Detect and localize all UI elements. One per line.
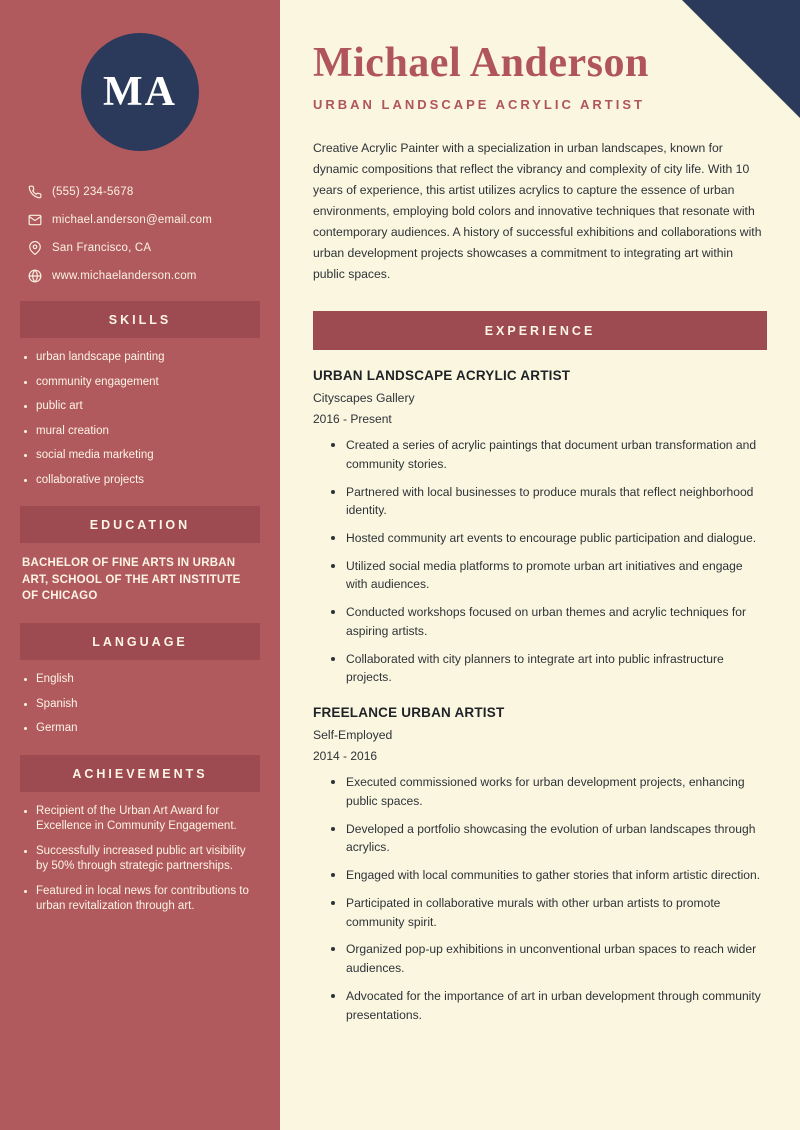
achievements-heading: ACHIEVEMENTS <box>20 755 260 792</box>
list-item: Featured in local news for contributions to urban revitalization through art. <box>22 884 260 915</box>
list-item: Participated in collaborative murals with other urban artists to promote community spirit. <box>331 894 767 931</box>
list-item: Spanish <box>22 697 260 713</box>
list-item: Engaged with local communities to gather stories that inform artistic direction. <box>331 866 767 885</box>
skills-section <box>0 338 280 488</box>
list-item: mural creation <box>22 424 260 440</box>
profile-summary: Creative Acrylic Painter with a specialization in urban landscapes, known for dynamic compositions that reflect the vibrancy and complexity of city life. With 10 years of experience, this artist utilizes acrylics to capture the essence of urban environments, employing bold colors and innovative techniques that resonate with contemporary audiences. A history of successful exhibitions and collaborations with urban development projects showcases a commitment to integrating art within public spaces. <box>313 141 762 282</box>
experience-heading: EXPERIENCE <box>313 311 767 350</box>
job-company: Cityscapes Gallery <box>313 391 415 406</box>
job-company: Self-Employed <box>313 728 393 743</box>
globe-icon <box>24 269 46 283</box>
job-title: FREELANCE URBAN ARTIST <box>313 705 505 721</box>
list-item: Organized pop-up exhibitions in unconventional urban spaces to reach wider audiences. <box>331 940 767 977</box>
job-bullet-list <box>313 773 767 1024</box>
job-title: URBAN LANDSCAPE ACRYLIC ARTIST <box>313 368 571 384</box>
list-item: Created a series of acrylic paintings that document urban transformation and community stories. <box>331 436 767 473</box>
experience-entry <box>313 368 767 687</box>
list-item: urban landscape painting <box>22 350 260 366</box>
contact-email[interactable] <box>24 213 258 227</box>
list-item: Recipient of the Urban Art Award for Excellence in Community Engagement. <box>22 804 260 835</box>
page-title: Michael Anderson <box>313 40 649 86</box>
contact-location[interactable] <box>24 241 258 255</box>
contact-location-text: San Francisco, CA <box>52 242 152 254</box>
contact-list <box>0 185 280 283</box>
language-section <box>0 660 280 737</box>
phone-icon <box>24 185 46 199</box>
contact-phone-text: (555) 234-5678 <box>52 186 134 198</box>
job-dates: 2014 - 2016 <box>313 749 378 764</box>
list-item: Partnered with local businesses to produce murals that reflect neighborhood identity. <box>331 483 767 520</box>
job-subtitle: URBAN LANDSCAPE ACRYLIC ARTIST <box>313 97 645 113</box>
contact-website[interactable] <box>24 269 258 283</box>
achievements-list <box>22 804 260 915</box>
list-item: Successfully increased public art visibility by 50% through strategic partnerships. <box>22 844 260 875</box>
main-content <box>280 0 800 1130</box>
list-item: Advocated for the importance of art in urban development through community presentations. <box>331 987 767 1024</box>
list-item: Collaborated with city planners to integrate art into public infrastructure projects. <box>331 650 767 687</box>
list-item: Conducted workshops focused on urban themes and acrylic techniques for aspiring artists. <box>331 603 767 640</box>
list-item: public art <box>22 399 260 415</box>
list-item: community engagement <box>22 375 260 391</box>
list-item: English <box>22 672 260 688</box>
job-bullet-list <box>313 436 767 687</box>
achievements-section <box>0 792 280 915</box>
language-list <box>22 672 260 737</box>
skills-list <box>22 350 260 488</box>
avatar: MA <box>81 33 199 151</box>
list-item: Utilized social media platforms to promote urban art initiatives and engage with audiences. <box>331 557 767 594</box>
language-heading: LANGUAGE <box>20 623 260 660</box>
contact-email-text: michael.anderson@email.com <box>52 214 213 226</box>
contact-phone[interactable] <box>24 185 258 199</box>
list-item: German <box>22 721 260 737</box>
education-heading: EDUCATION <box>20 506 260 543</box>
education-text: BACHELOR OF FINE ARTS IN URBAN ART, SCHOOL OF THE ART INSTITUTE OF CHICAGO <box>22 557 241 603</box>
location-pin-icon <box>24 241 46 255</box>
list-item: collaborative projects <box>22 473 260 489</box>
skills-heading: SKILLS <box>20 301 260 338</box>
sidebar <box>0 0 280 1130</box>
list-item: Executed commissioned works for urban development projects, enhancing public spaces. <box>331 773 767 810</box>
envelope-icon <box>24 213 46 227</box>
education-section <box>0 543 280 605</box>
list-item: Hosted community art events to encourage public participation and dialogue. <box>331 529 767 548</box>
avatar-container <box>0 0 280 151</box>
contact-website-text: www.michaelanderson.com <box>52 270 197 282</box>
job-dates: 2016 - Present <box>313 412 392 427</box>
list-item: Developed a portfolio showcasing the evolution of urban landscapes through acrylics. <box>331 820 767 857</box>
list-item: social media marketing <box>22 448 260 464</box>
experience-entry <box>313 705 767 1024</box>
